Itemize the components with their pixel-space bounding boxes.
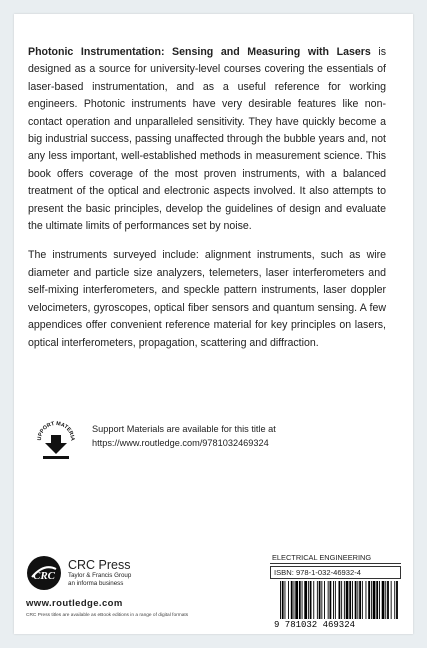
publisher-website[interactable]: www.routledge.com <box>26 598 123 609</box>
publisher-block <box>68 558 131 588</box>
barcode <box>270 581 401 629</box>
description-paragraph-2: The instruments surveyed include: alignment instruments, such as wire diameter and particle size analyzers, telemeters, laser interferometers and self-mixing interferometers, and speckle pattern instruments, laser doppler velocimeters, gyroscopes, optical fiber sensors and quantum sensing. A few appendices offer convenient reference material for key principles on lasers, optical interferometers, propagation, scattering and diffraction. <box>28 249 386 349</box>
crc-logo-text: CRC <box>32 570 56 582</box>
book-title: Photonic Instrumentation: Sensing and Measuring with Lasers <box>28 46 371 58</box>
support-material-icon <box>34 418 78 462</box>
support-line-1: Support Materials are available for this title at <box>92 424 276 434</box>
support-url[interactable]: https://www.routledge.com/9781032469324 <box>92 437 269 448</box>
subject-category: ELECTRICAL ENGINEERING <box>270 552 401 564</box>
support-badge-text: UPPORT MATERIA <box>36 420 76 442</box>
publisher-business: an informa business <box>68 580 124 587</box>
crc-logo-icon <box>26 555 62 591</box>
publisher-group: Taylor & Francis Group <box>68 572 132 579</box>
isbn-block <box>270 552 401 628</box>
barcode-digits: 9 781032 469324 <box>274 620 356 629</box>
paragraph-1-text: is designed as a source for university-level courses covering the essentials of laser-based instrumentation, and as a useful reference for working engineers. Photonic instruments have very desirable features like non-contact operation and unparalleled sensitivity. They have quickly become a big industrial success, passing unaffected through the bubble years and, not any less important, well-established methods in measurement science. This book offers coverage of the most proven instruments, with a balanced treatment of the optical and electronic aspects involved. It also attempts to present the basic principles, develop the guidelines of design and evaluate the ultimate limits of performances set by noise. <box>28 46 387 233</box>
description <box>28 44 386 364</box>
description-paragraph-1 <box>28 44 386 235</box>
ebook-note: CRC Press titles are available as eBook editions in a range of digital formats <box>26 613 189 618</box>
support-text <box>92 423 276 450</box>
publisher-name: CRC Press <box>68 558 131 572</box>
isbn-number: ISBN: 978-1-032-46932-4 <box>270 566 401 579</box>
support-materials <box>34 418 374 468</box>
